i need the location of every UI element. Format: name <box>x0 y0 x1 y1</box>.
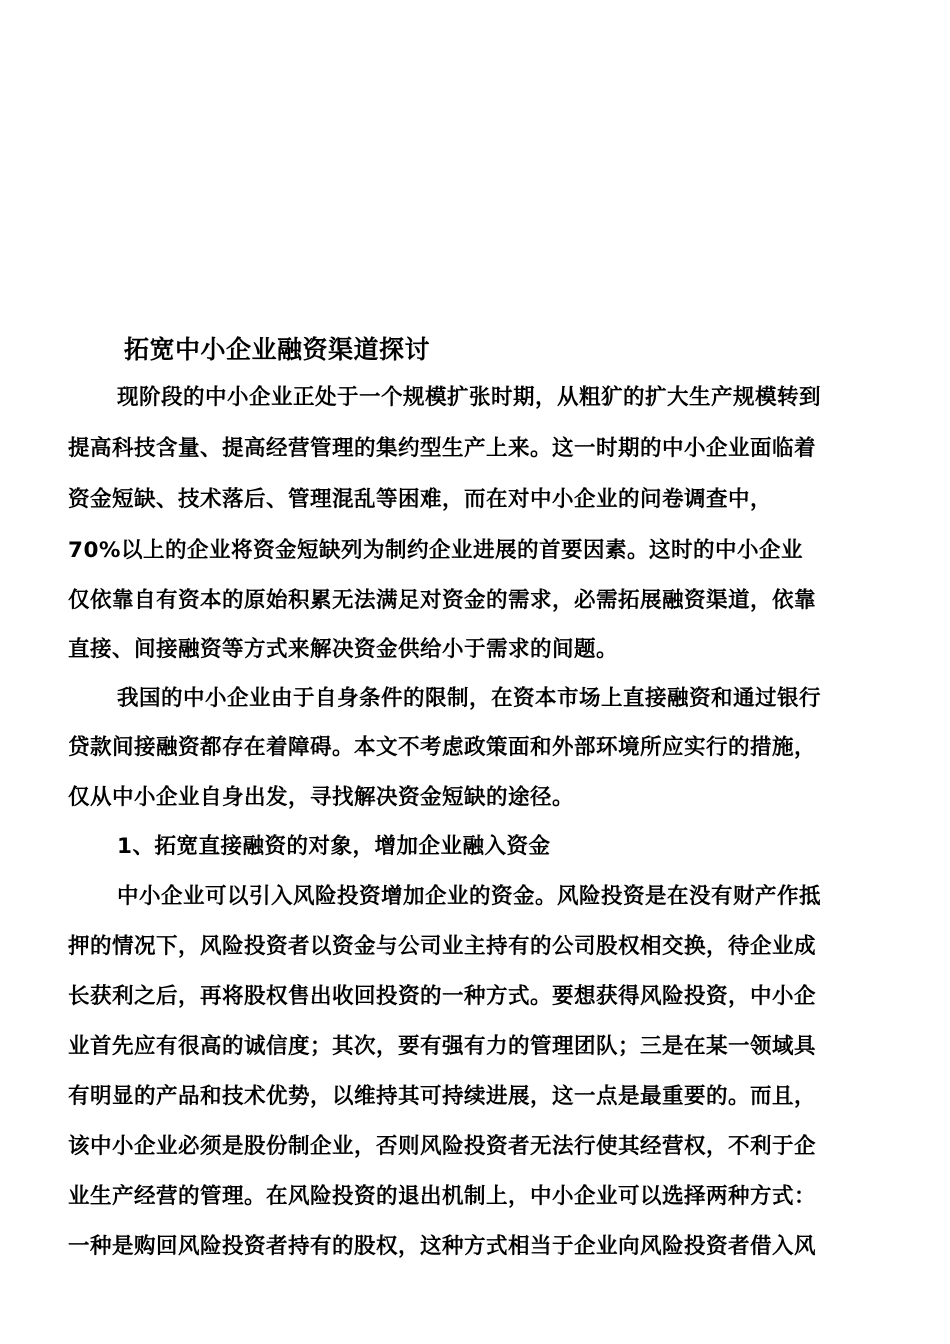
paragraph-line: 提高科技含量、提高经营管理的集约型生产上来。这一时期的中小企业面临着 <box>68 436 817 461</box>
paragraph-line: 资金短缺、技术落后、管理混乱等困难，而在对中小企业的问卷调查中， <box>68 487 773 512</box>
paragraph-line: 70%以上的企业将资金短缺列为制约企业进展的首要因素。这时的中小企业 <box>68 538 803 563</box>
document-title: 拓宽中小企业融资渠道探讨 <box>124 335 431 364</box>
paragraph-line: 该中小企业必须是股份制企业，否则风险投资者无法行使其经营权，不利于企 <box>68 1134 817 1159</box>
paragraph-line: 中小企业可以引入风险投资增加企业的资金。风险投资是在没有财产作抵 <box>117 884 822 909</box>
paragraph-line: 贷款间接融资都存在着障碍。本文不考虑政策面和外部环境所应实行的措施， <box>68 735 817 760</box>
paragraph-line: 押的情况下，风险投资者以资金与公司业主持有的公司股权相交换，待企业成 <box>68 934 817 959</box>
paragraph-line: 一种是购回风险投资者持有的股权，这种方式相当于企业向风险投资者借入风 <box>68 1234 817 1259</box>
paragraph-line: 仅从中小企业自身出发，寻找解决资金短缺的途径。 <box>68 785 575 810</box>
paragraph-line: 业首先应有很高的诚信度；其次，要有强有力的管理团队；三是在某一领域具 <box>68 1034 817 1059</box>
paragraph-line: 仅依靠自有资本的原始积累无法满足对资金的需求，必需拓展融资渠道，依靠 <box>68 588 817 613</box>
paragraph-line: 长获利之后，再将股权售出收回投资的一种方式。要想获得风险投资，中小企 <box>68 984 817 1009</box>
paragraph-line: 业生产经营的管理。在风险投资的退出机制上，中小企业可以选择两种方式： <box>68 1184 817 1209</box>
section-heading: 1、拓宽直接融资的对象，增加企业融入资金 <box>117 834 551 859</box>
paragraph-line: 我国的中小企业由于自身条件的限制，在资本市场上直接融资和通过银行 <box>117 686 822 711</box>
paragraph-line: 有明显的产品和技术优势，以维持其可持续进展，这一点是最重要的。而且， <box>68 1084 817 1109</box>
paragraph-line: 直接、间接融资等方式来解决资金供给小于需求的间题。 <box>68 637 619 662</box>
paragraph-line: 现阶段的中小企业正处于一个规模扩张时期，从粗犷的扩大生产规模转到 <box>117 385 822 410</box>
